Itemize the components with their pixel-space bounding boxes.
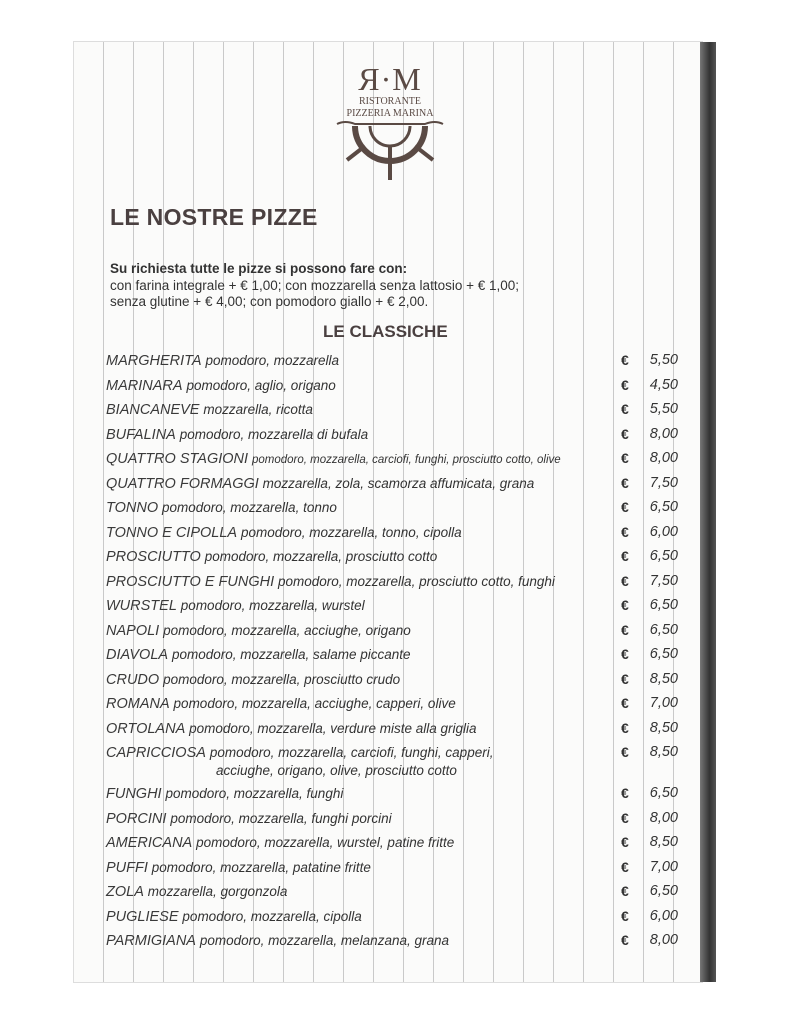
item-price: 7,00 (649, 695, 678, 711)
item-price: 8,50 (649, 834, 678, 850)
item-name: PROSCIUTTO (106, 549, 201, 565)
menu-item (106, 446, 678, 471)
item-text (106, 524, 616, 542)
menu-item (106, 422, 678, 447)
item-text (106, 671, 616, 689)
item-text (106, 499, 616, 517)
item-description: mozzarella, zola, scamorza affumicata, grana (262, 475, 535, 491)
item-name: PUFFI (106, 859, 148, 876)
currency-symbol: € (621, 499, 629, 515)
item-name: ROMANA (106, 696, 170, 712)
item-description: pomodoro, mozzarella, carciofi, funghi, capperi, (209, 745, 494, 760)
item-description: pomodoro, mozzarella (205, 353, 340, 368)
currency-symbol: € (621, 670, 629, 687)
item-name: MARGHERITA (106, 353, 202, 369)
ship-wheel-icon (335, 120, 445, 182)
item-text (106, 622, 616, 640)
item-description: pomodoro, mozzarella, funghi porcini (170, 810, 392, 826)
currency-symbol: € (621, 809, 629, 826)
currency-symbol: € (621, 376, 629, 393)
item-text (106, 401, 616, 419)
item-description: pomodoro, mozzarella, wurstel, patine fritte (196, 835, 455, 850)
menu-item (106, 569, 678, 594)
menu-item (106, 520, 678, 545)
item-name: PUGLIESE (106, 908, 179, 925)
item-name: BIANCANEVE (106, 402, 200, 418)
item-text (106, 426, 616, 444)
currency-symbol: € (621, 401, 629, 417)
menu-binding-edge (700, 42, 716, 982)
item-name: TONNO (106, 500, 159, 516)
item-text (106, 720, 616, 738)
item-description: pomodoro, mozzarella, patatine fritte (151, 859, 371, 875)
item-description-cont: acciughe, origano, olive, prosciutto cotto (216, 763, 457, 778)
item-description: pomodoro, mozzarella, wurstel (180, 598, 365, 613)
menu-item (106, 928, 678, 953)
currency-symbol: € (621, 834, 629, 850)
item-name: PROSCIUTTO E FUNGHI (106, 573, 275, 590)
currency-symbol: € (621, 523, 629, 540)
item-price: 6,50 (649, 548, 678, 564)
item-price: 6,50 (649, 646, 678, 662)
item-description: pomodoro, mozzarella, cipolla (182, 908, 362, 924)
item-name: AMERICANA (106, 835, 193, 851)
item-text (106, 744, 546, 779)
note-line-2: con farina integrale + € 1,00; con mozzarella senza lattosio + € 1,00; (110, 277, 520, 293)
menu-item (106, 618, 678, 643)
item-name: CRUDO (106, 671, 160, 688)
menu-item (106, 691, 678, 716)
item-price: 6,00 (649, 523, 678, 540)
menu-item (106, 544, 678, 569)
menu-item (106, 593, 678, 618)
item-description: pomodoro, mozzarella, prosciutto crudo (163, 671, 401, 687)
options-note (110, 261, 519, 311)
menu-item (106, 855, 678, 880)
item-name: QUATTRO FORMAGGI (106, 475, 259, 492)
item-text (106, 377, 616, 395)
item-price: 8,50 (649, 719, 678, 736)
item-text (106, 475, 616, 493)
item-text (106, 834, 616, 852)
currency-symbol: € (621, 572, 629, 589)
pizza-list (106, 348, 678, 953)
menu-item (106, 642, 678, 667)
item-text (106, 548, 616, 566)
item-text (106, 785, 616, 803)
item-text (106, 573, 616, 591)
currency-symbol: € (621, 450, 629, 466)
item-name: FUNGHI (106, 786, 162, 802)
item-text (106, 883, 616, 901)
item-description: pomodoro, mozzarella, acciughe, capperi, olive (173, 696, 456, 711)
item-description: pomodoro, mozzarella di bufala (179, 426, 369, 442)
currency-symbol: € (621, 597, 629, 613)
item-description: pomodoro, mozzarella, prosciutto cotto, funghi (278, 573, 555, 589)
item-description: mozzarella, ricotta (203, 402, 313, 417)
currency-symbol: € (621, 932, 629, 948)
item-price: 6,50 (649, 499, 678, 515)
item-price: 6,50 (649, 621, 678, 638)
item-description: pomodoro, mozzarella, carciofi, funghi, prosciutto cotto, olive (251, 454, 561, 466)
item-text (106, 695, 616, 713)
item-description: pomodoro, mozzarella, tonno, cipolla (240, 524, 462, 540)
item-text (106, 450, 616, 469)
logo-monogram: Я·M (358, 61, 422, 97)
item-name: BUFALINA (106, 426, 176, 443)
currency-symbol: € (621, 719, 629, 736)
currency-symbol: € (621, 858, 629, 875)
item-price: 8,50 (649, 670, 678, 687)
menu-item (106, 348, 678, 373)
item-name: ZOLA (106, 884, 144, 900)
item-price: 8,00 (649, 425, 678, 442)
item-price: 7,00 (649, 858, 678, 875)
item-description: pomodoro, mozzarella, salame piccante (171, 647, 411, 662)
menu-item (106, 471, 678, 496)
currency-symbol: € (621, 548, 629, 564)
item-name: DIAVOLA (106, 647, 169, 663)
item-description: pomodoro, aglio, origano (186, 377, 336, 393)
currency-symbol: € (621, 785, 629, 801)
currency-symbol: € (621, 621, 629, 638)
item-name: QUATTRO STAGIONI (106, 451, 249, 467)
item-text (106, 352, 616, 370)
item-name: PARMIGIANA (106, 933, 196, 949)
item-description: pomodoro, mozzarella, verdure miste alla griglia (189, 720, 477, 736)
item-price: 6,50 (649, 883, 678, 899)
item-name: WURSTEL (106, 598, 177, 614)
currency-symbol: € (621, 425, 629, 442)
item-description: pomodoro, mozzarella, acciughe, origano (163, 622, 411, 638)
currency-symbol: € (621, 744, 629, 760)
menu-item (106, 904, 678, 929)
item-price: 7,50 (649, 572, 678, 589)
currency-symbol: € (621, 646, 629, 662)
item-description: pomodoro, mozzarella, funghi (165, 786, 344, 801)
menu-item (106, 830, 678, 855)
item-description: pomodoro, mozzarella, tonno (162, 500, 337, 515)
item-price: 6,00 (649, 907, 678, 924)
item-price: 8,00 (649, 809, 678, 826)
menu-item (106, 373, 678, 398)
item-description: pomodoro, mozzarella, melanzana, grana (199, 933, 449, 948)
item-text (106, 908, 616, 926)
menu-item (106, 667, 678, 692)
item-name: NAPOLI (106, 622, 160, 639)
item-name: PORCINI (106, 810, 167, 827)
item-price: 5,50 (649, 401, 678, 417)
menu-item (106, 879, 678, 904)
menu-item (106, 806, 678, 831)
menu-item (106, 781, 678, 806)
item-name: ORTOLANA (106, 720, 186, 737)
item-price: 5,50 (649, 352, 678, 368)
item-name: CAPRICCIOSA (106, 745, 206, 761)
item-text (106, 859, 616, 877)
item-text (106, 646, 616, 664)
restaurant-logo (330, 62, 450, 182)
item-description: pomodoro, mozzarella, prosciutto cotto (204, 549, 438, 564)
currency-symbol: € (621, 695, 629, 711)
item-name: TONNO E CIPOLLA (106, 524, 238, 541)
menu-item (106, 495, 678, 520)
item-name: MARINARA (106, 377, 183, 394)
item-price: 6,50 (649, 597, 678, 613)
item-price: 8,50 (649, 744, 678, 760)
menu-item (106, 716, 678, 741)
item-text (106, 597, 616, 615)
currency-symbol: € (621, 352, 629, 368)
item-price: 8,00 (649, 932, 678, 948)
item-price: 7,50 (649, 474, 678, 491)
currency-symbol: € (621, 907, 629, 924)
section-title: LE CLASSICHE (323, 322, 448, 341)
item-price: 6,50 (649, 785, 678, 801)
note-line-1: Su richiesta tutte le pizze si possono fare con: (110, 261, 408, 276)
menu-item (106, 397, 678, 422)
item-description: mozzarella, gorgonzola (147, 884, 288, 899)
item-price: 8,00 (649, 450, 678, 466)
item-text (106, 932, 616, 950)
currency-symbol: € (621, 883, 629, 899)
note-line-3: senza glutine + € 4,00; con pomodoro giallo + € 2,00. (110, 294, 429, 309)
logo-line-2: PIZZERIA MARINA (346, 108, 434, 119)
currency-symbol: € (621, 474, 629, 491)
page-title: LE NOSTRE PIZZE (110, 204, 318, 230)
item-text (106, 810, 616, 828)
item-price: 4,50 (649, 376, 678, 393)
menu-item (106, 740, 678, 781)
logo-line-1: RISTORANTE (358, 96, 422, 107)
